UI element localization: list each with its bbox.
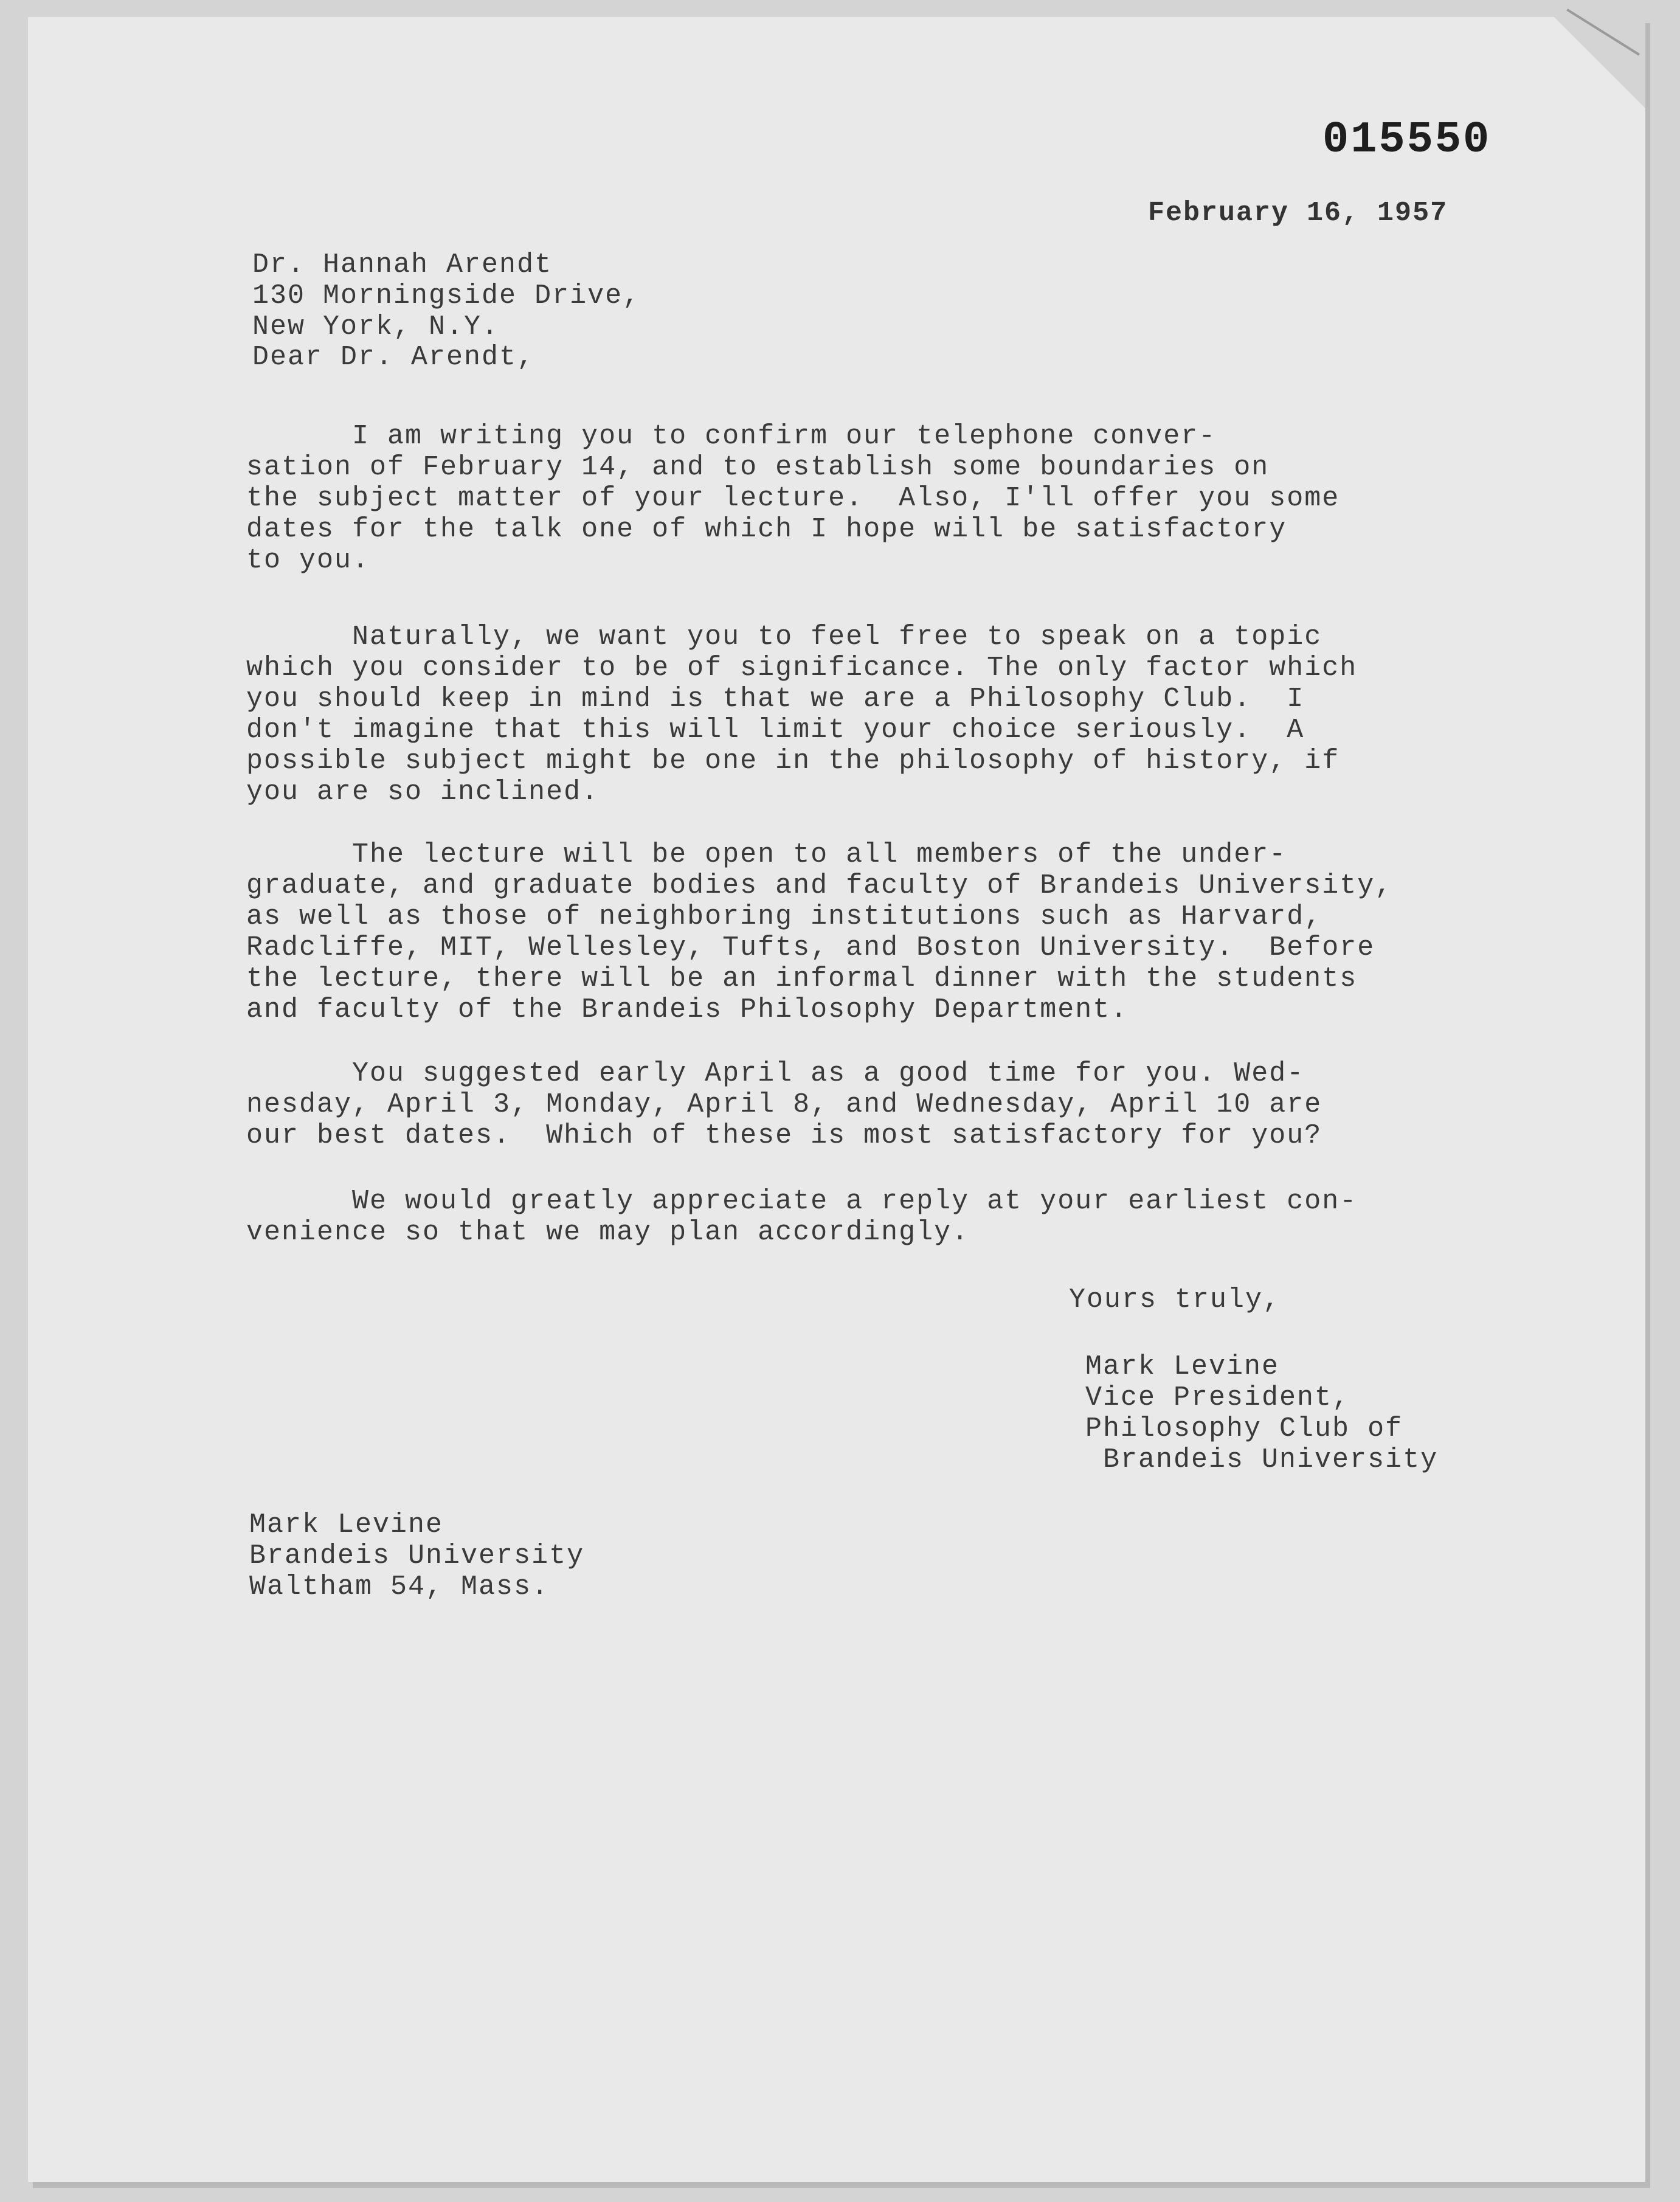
paragraph-4	[246, 1058, 1322, 1151]
paragraph-5	[246, 1186, 1357, 1248]
text-line: sation of February 14, and to establish some boundaries on	[246, 452, 1270, 483]
text-line: our best dates. Which of these is most satisfactory for you?	[246, 1120, 1322, 1151]
sender-address	[249, 1509, 584, 1602]
text-line: the subject matter of your lecture. Also, I'll offer you some	[246, 483, 1340, 514]
text-line: you should keep in mind is that we are a Philosophy Club. I	[246, 684, 1305, 715]
text-line: Radcliffe, MIT, Wellesley, Tufts, and Boston University. Before	[246, 932, 1375, 963]
text-line: We would greatly appreciate a reply at your earliest con-	[246, 1186, 1358, 1217]
text-line: nesday, April 3, Monday, April 8, and Wednesday, April 10 are	[246, 1089, 1322, 1120]
signature-block	[1085, 1351, 1438, 1475]
recipient-name: Dr. Hannah Arendt	[252, 249, 553, 280]
paragraph-2	[246, 621, 1357, 808]
text-line: venience so that we may plan accordingly.	[246, 1217, 970, 1248]
text-line: The lecture will be open to all members of the under-	[246, 839, 1287, 870]
text-line: and faculty of the Brandeis Philosophy Department.	[246, 994, 1129, 1025]
salutation: Dear Dr. Arendt,	[252, 342, 535, 373]
text-line: You suggested early April as a good time for you. Wed-	[246, 1058, 1305, 1089]
text-line: the lecture, there will be an informal dinner with the students	[246, 963, 1358, 994]
text-line: dates for the talk one of which I hope will be satisfactory	[246, 514, 1287, 545]
sender-city: Waltham 54, Mass.	[249, 1571, 550, 1602]
text-line: as well as those of neighboring institutions such as Harvard,	[246, 901, 1322, 932]
signer-org-line-2: Brandeis University	[1085, 1444, 1439, 1475]
signer-org-line-1: Philosophy Club of	[1085, 1413, 1403, 1444]
complimentary-close: Yours truly,	[1069, 1284, 1281, 1315]
text-line: Naturally, we want you to feel free to speak on a topic	[246, 621, 1322, 653]
recipient-city: New York, N.Y.	[252, 311, 500, 342]
text-line: I am writing you to confirm our telephone conver-	[246, 421, 1217, 452]
recipient-address	[252, 249, 640, 342]
signer-name: Mark Levine	[1085, 1351, 1280, 1382]
paragraph-3	[246, 839, 1392, 1025]
text-line: you are so inclined.	[246, 777, 600, 808]
text-line: possible subject might be one in the philosophy of history, if	[246, 746, 1340, 777]
letter-date: February 16, 1957	[1148, 198, 1448, 229]
sender-institution: Brandeis University	[249, 1540, 585, 1571]
text-line: graduate, and graduate bodies and faculty of Brandeis University,	[246, 870, 1393, 901]
text-line: to you.	[246, 545, 370, 576]
text-line: don't imagine that this will limit your choice seriously. A	[246, 715, 1305, 746]
text-line: which you consider to be of significance. The only factor which	[246, 653, 1358, 684]
paragraph-1	[246, 421, 1340, 576]
document-number: 015550	[1322, 115, 1492, 165]
sender-name: Mark Levine	[249, 1509, 444, 1540]
recipient-street: 130 Morningside Drive,	[252, 280, 641, 311]
signer-title: Vice President,	[1085, 1382, 1350, 1413]
